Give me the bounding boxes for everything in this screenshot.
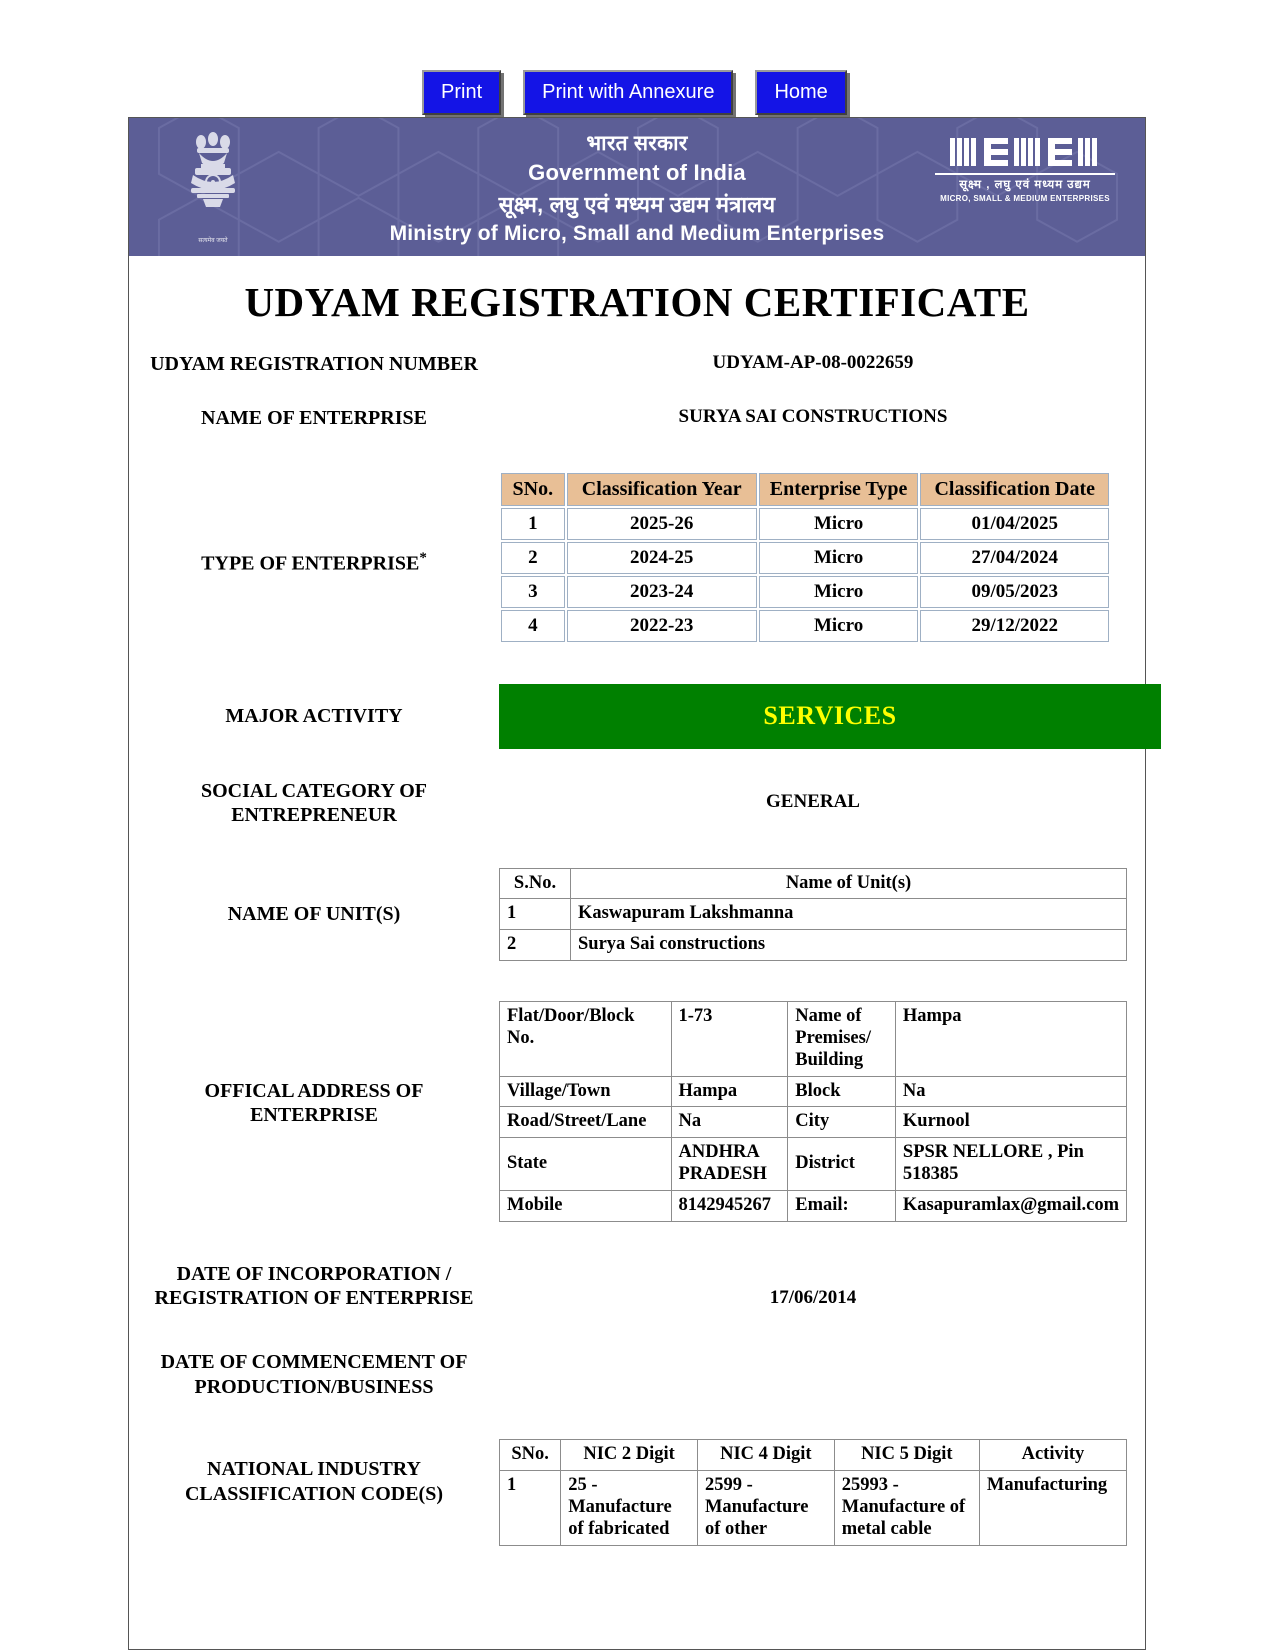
cell-year: 2025-26	[567, 508, 757, 540]
table-row	[501, 610, 1109, 642]
cell-address-key: Village/Town	[500, 1076, 672, 1107]
th-sno: SNo.	[501, 473, 565, 506]
row-type-of-enterprise	[129, 471, 1145, 644]
label-official-address: OFFICAL ADDRESS OF ENTERPRISE	[204, 1080, 424, 1127]
th-nic-sno: SNo.	[500, 1440, 561, 1471]
th-enterprise-type: Enterprise Type	[759, 473, 919, 506]
cell-address-value: 8142945267	[671, 1190, 788, 1221]
th-classification-year: Classification Year	[567, 473, 757, 506]
th-nic-5-digit: NIC 5 Digit	[834, 1440, 979, 1471]
msme-logo-english: MICRO, SMALL & MEDIUM ENTERPRISES	[940, 194, 1110, 203]
label-social-category: SOCIAL CATEGORY OF ENTREPRENEUR	[201, 779, 427, 827]
cell-type: Micro	[759, 610, 919, 642]
cell-year: 2023-24	[567, 576, 757, 608]
cell-sno: 1	[501, 508, 565, 540]
value-name-of-enterprise: SURYA SAI CONSTRUCTIONS	[678, 406, 948, 428]
label-major-activity: MAJOR ACTIVITY	[225, 704, 403, 727]
print-with-annexure-button[interactable]: Print with Annexure	[523, 70, 733, 115]
cell-unit-name: Kaswapuram Lakshmanna	[571, 899, 1127, 930]
cell-date: 01/04/2025	[920, 508, 1109, 540]
cell-year: 2022-23	[567, 610, 757, 642]
table-header-row	[500, 1440, 1127, 1471]
classification-table	[499, 471, 1111, 644]
cell-date: 29/12/2022	[920, 610, 1109, 642]
label-type-of-enterprise-asterisk: *	[419, 549, 427, 566]
cell-address-value: Hampa	[671, 1076, 788, 1107]
banner-hindi-government: भारत सरकार	[586, 132, 688, 155]
cell-sno: 4	[501, 610, 565, 642]
cell-date: 27/04/2024	[920, 542, 1109, 574]
government-banner	[129, 118, 1145, 256]
table-row	[500, 1076, 1127, 1107]
nic-table	[499, 1439, 1127, 1545]
table-row	[501, 508, 1109, 540]
cell-type: Micro	[759, 508, 919, 540]
label-type-of-enterprise-text: TYPE OF ENTERPRISE	[201, 552, 420, 575]
emblem-caption: सत्यमेव जयते	[198, 238, 228, 244]
banner-hindi-ministry: सूक्ष्म, लघु एवं मध्यम उद्यम मंत्रालय	[498, 192, 776, 217]
home-button[interactable]: Home	[755, 70, 846, 115]
row-name-of-units	[129, 868, 1145, 961]
cell-date: 09/05/2023	[920, 576, 1109, 608]
value-social-category: GENERAL	[766, 790, 860, 812]
cell-unit-sno: 1	[500, 899, 571, 930]
cell-address-key: State	[500, 1138, 672, 1191]
cell-address-key: Email:	[788, 1190, 896, 1221]
cell-nic-5-digit: 25993 - Manufacture of metal cable	[834, 1471, 979, 1545]
th-nic-4-digit: NIC 4 Digit	[697, 1440, 834, 1471]
row-registration-number	[129, 352, 1145, 376]
cell-year: 2024-25	[567, 542, 757, 574]
label-name-of-enterprise: NAME OF ENTERPRISE	[201, 407, 427, 430]
cell-unit-sno: 2	[500, 930, 571, 961]
label-nic-codes: NATIONAL INDUSTRY CLASSIFICATION CODE(S)	[184, 1458, 443, 1505]
cell-address-value: Kurnool	[895, 1107, 1126, 1138]
label-registration-number: UDYAM REGISTRATION NUMBER	[150, 353, 478, 375]
table-header-row	[501, 473, 1109, 506]
print-button[interactable]: Print	[422, 70, 501, 115]
table-row	[500, 1107, 1127, 1138]
msme-logo	[935, 132, 1115, 203]
table-row	[500, 1002, 1127, 1076]
cell-address-value: Hampa	[895, 1002, 1126, 1076]
th-unit-name: Name of Unit(s)	[571, 868, 1127, 899]
label-date-of-incorporation: DATE OF INCORPORATION / REGISTRATION OF ENTERPRISE	[154, 1262, 474, 1310]
value-date-of-incorporation: 17/06/2014	[769, 1286, 857, 1308]
row-major-activity	[129, 684, 1145, 749]
table-row	[500, 1471, 1127, 1545]
cell-address-value: ANDHRA PRADESH	[671, 1138, 788, 1191]
cell-address-value: SPSR NELLORE , Pin 518385	[895, 1138, 1126, 1191]
cell-address-key: Flat/Door/Block No.	[500, 1002, 672, 1076]
th-nic-2-digit: NIC 2 Digit	[561, 1440, 698, 1471]
cell-unit-name: Surya Sai constructions	[571, 930, 1127, 961]
page-title: UDYAM REGISTRATION CERTIFICATE	[244, 279, 1030, 325]
value-registration-number: UDYAM-AP-08-0022659	[712, 352, 914, 373]
cell-sno: 2	[501, 542, 565, 574]
major-activity-banner: SERVICES	[499, 684, 1161, 749]
row-date-of-commencement	[129, 1350, 1145, 1399]
msme-logo-hindi: सूक्ष्म , लघु एवं मध्यम उद्यम	[935, 173, 1115, 192]
cell-address-value: 1-73	[671, 1002, 788, 1076]
th-nic-activity: Activity	[979, 1440, 1126, 1471]
cell-type: Micro	[759, 542, 919, 574]
table-header-row	[500, 868, 1127, 899]
cell-address-key: District	[788, 1138, 896, 1191]
cell-address-key: Name of Premises/ Building	[788, 1002, 896, 1076]
banner-english-ministry: Ministry of Micro, Small and Medium Enterprises	[389, 222, 885, 245]
cell-nic-4-digit: 2599 - Manufacture of other	[697, 1471, 834, 1545]
cell-address-key: Mobile	[500, 1190, 672, 1221]
cell-type: Micro	[759, 576, 919, 608]
table-row	[500, 899, 1127, 930]
cell-address-key: Block	[788, 1076, 896, 1107]
cell-sno: 3	[501, 576, 565, 608]
row-name-of-enterprise	[129, 406, 1145, 430]
table-row	[500, 1190, 1127, 1221]
table-row	[501, 542, 1109, 574]
row-official-address	[129, 1001, 1145, 1222]
label-type-of-enterprise	[129, 471, 499, 576]
label-name-of-units: NAME OF UNIT(S)	[227, 902, 401, 925]
cell-address-key: Road/Street/Lane	[500, 1107, 672, 1138]
table-row	[500, 930, 1127, 961]
th-unit-sno: S.No.	[500, 868, 571, 899]
table-row	[501, 576, 1109, 608]
cell-nic-2-digit: 25 - Manufacture of fabricated	[561, 1471, 698, 1545]
banner-english-government: Government of India	[528, 160, 746, 185]
row-social-category	[129, 779, 1145, 828]
cell-address-key: City	[788, 1107, 896, 1138]
toolbar	[0, 70, 1275, 114]
msme-wordmark-icon	[948, 132, 1102, 172]
units-table	[499, 868, 1127, 961]
cell-nic-activity: Manufacturing	[979, 1471, 1126, 1545]
cell-nic-sno: 1	[500, 1471, 561, 1545]
row-date-of-incorporation	[129, 1262, 1145, 1311]
address-table	[499, 1001, 1127, 1222]
cell-address-value: Na	[671, 1107, 788, 1138]
cell-address-value: Kasapuramlax@gmail.com	[895, 1190, 1126, 1221]
row-nic-codes	[129, 1439, 1145, 1545]
th-classification-date: Classification Date	[920, 473, 1109, 506]
certificate-document	[128, 117, 1146, 1650]
label-date-of-commencement: DATE OF COMMENCEMENT OF PRODUCTION/BUSINESS	[160, 1351, 468, 1398]
table-row	[500, 1138, 1127, 1191]
cell-address-value: Na	[895, 1076, 1126, 1107]
